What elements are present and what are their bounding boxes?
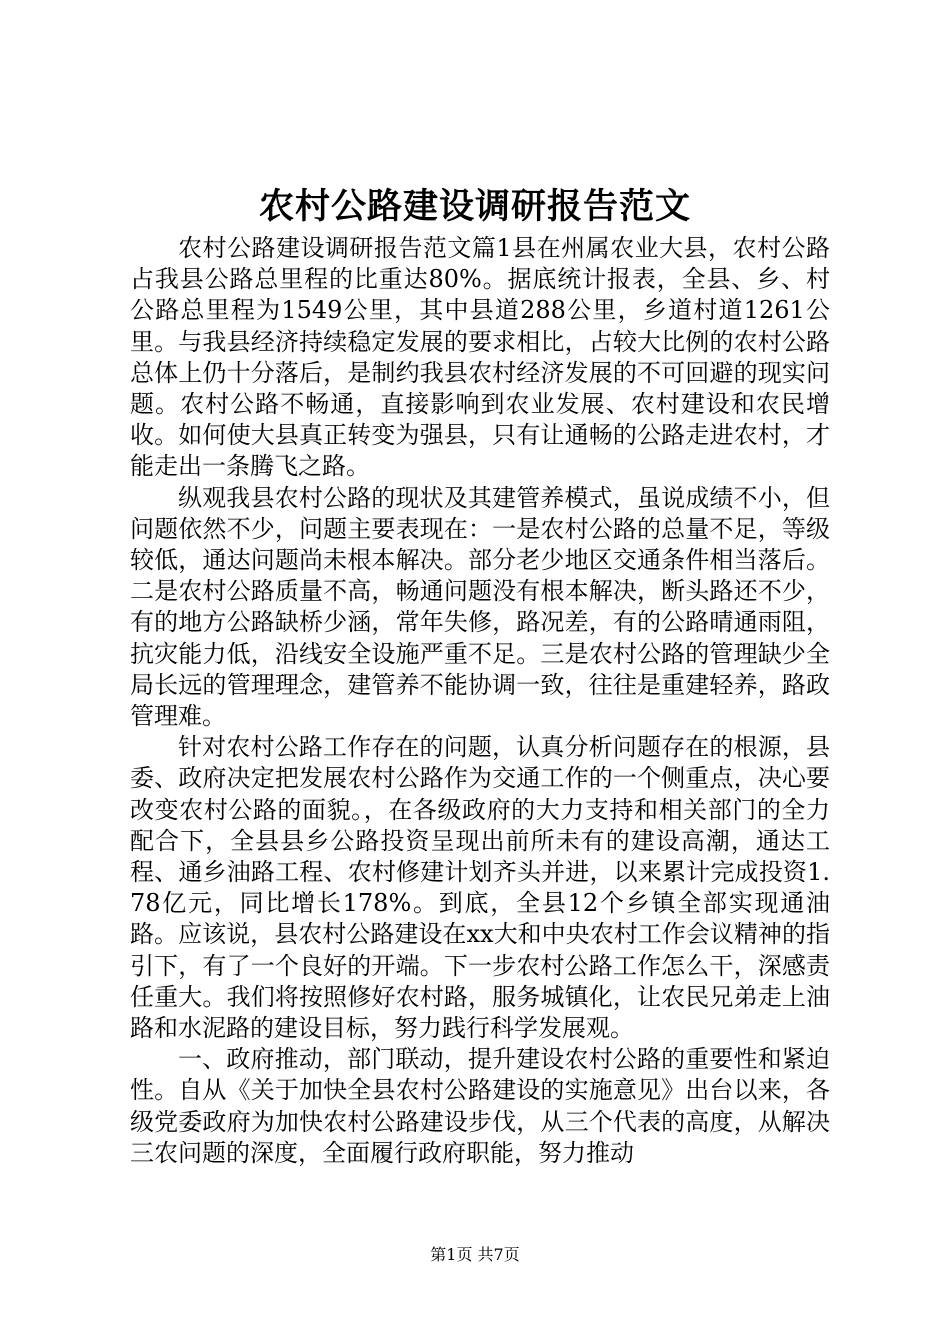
page-footer: 第1页 共7页 — [430, 1245, 520, 1264]
document-body — [130, 233, 830, 1169]
document-title: 农村公路建设调研报告范文 — [258, 186, 691, 227]
paragraph: 纵观我县农村公路的现状及其建管养模式，虽说成绩不小，但问题依然不少，问题主要表现在：一是农村公路的总量不足，等级较低，通达问题尚未根本解决。部分老少地区交通条件相当落后。二是农村公路质量不高，畅通问题没有根本解决，断头路还不少，有的地方公路缺桥少涵，常年失修，路况差，有的公路晴通雨阻，抗灾能力低，沿线安全设施严重不足。三是农村公路的管理缺少全局长远的管理理念，建管养不能协调一致，往往是重建轻养，路政管理难。 — [130, 483, 830, 731]
paragraph: 农村公路建设调研报告范文篇1县在州属农业大县，农村公路占我县公路总里程的比重达80%。据底统计报表，全县、乡、村公路总里程为1549公里，其中县道288公里，乡道村道1261公里。与我县经济持续稳定发展的要求相比，占较大比例的农村公路总体上仍十分落后，是制约我县农村经济发展的不可回避的现实问题。农村公路不畅通，直接影响到农业发展、农村建设和农民增收。如何使大县真正转变为强县，只有让通畅的公路走进农村，才能走出一条腾飞之路。 — [130, 234, 830, 481]
paragraph: 一、政府推动，部门联动，提升建设农村公路的重要性和紧迫性。自从《关于加快全县农村公路建设的实施意见》出台以来，各级党委政府为加快农村公路建设步伐，从三个代表的高度，从解决三农问题的深度，全面履行政府职能，努力推动 — [130, 1045, 830, 1167]
paragraph: 针对农村公路工作存在的问题，认真分析问题存在的根源，县委、政府决定把发展农村公路作为交通工作的一个侧重点，决心要改变农村公路的面貌。，在各级政府的大力支持和相关部门的全力配合下，全县县乡公路投资呈现出前所未有的建设高潮，通达工程、通乡油路工程、农村修建计划齐头并进，以来累计完成投资1.78亿元，同比增长178%。到底，全县12个乡镇全部实现通油路。应该说，县农村公路建设在xx大和中央农村工作会议精神的指引下，有了一个良好的开端。下一步农村公路工作怎么干，深感责任重大。我们将按照修好农村路，服务城镇化，让农民兄弟走上油路和水泥路的建设目标，努力践行科学发展观。 — [130, 733, 830, 1043]
